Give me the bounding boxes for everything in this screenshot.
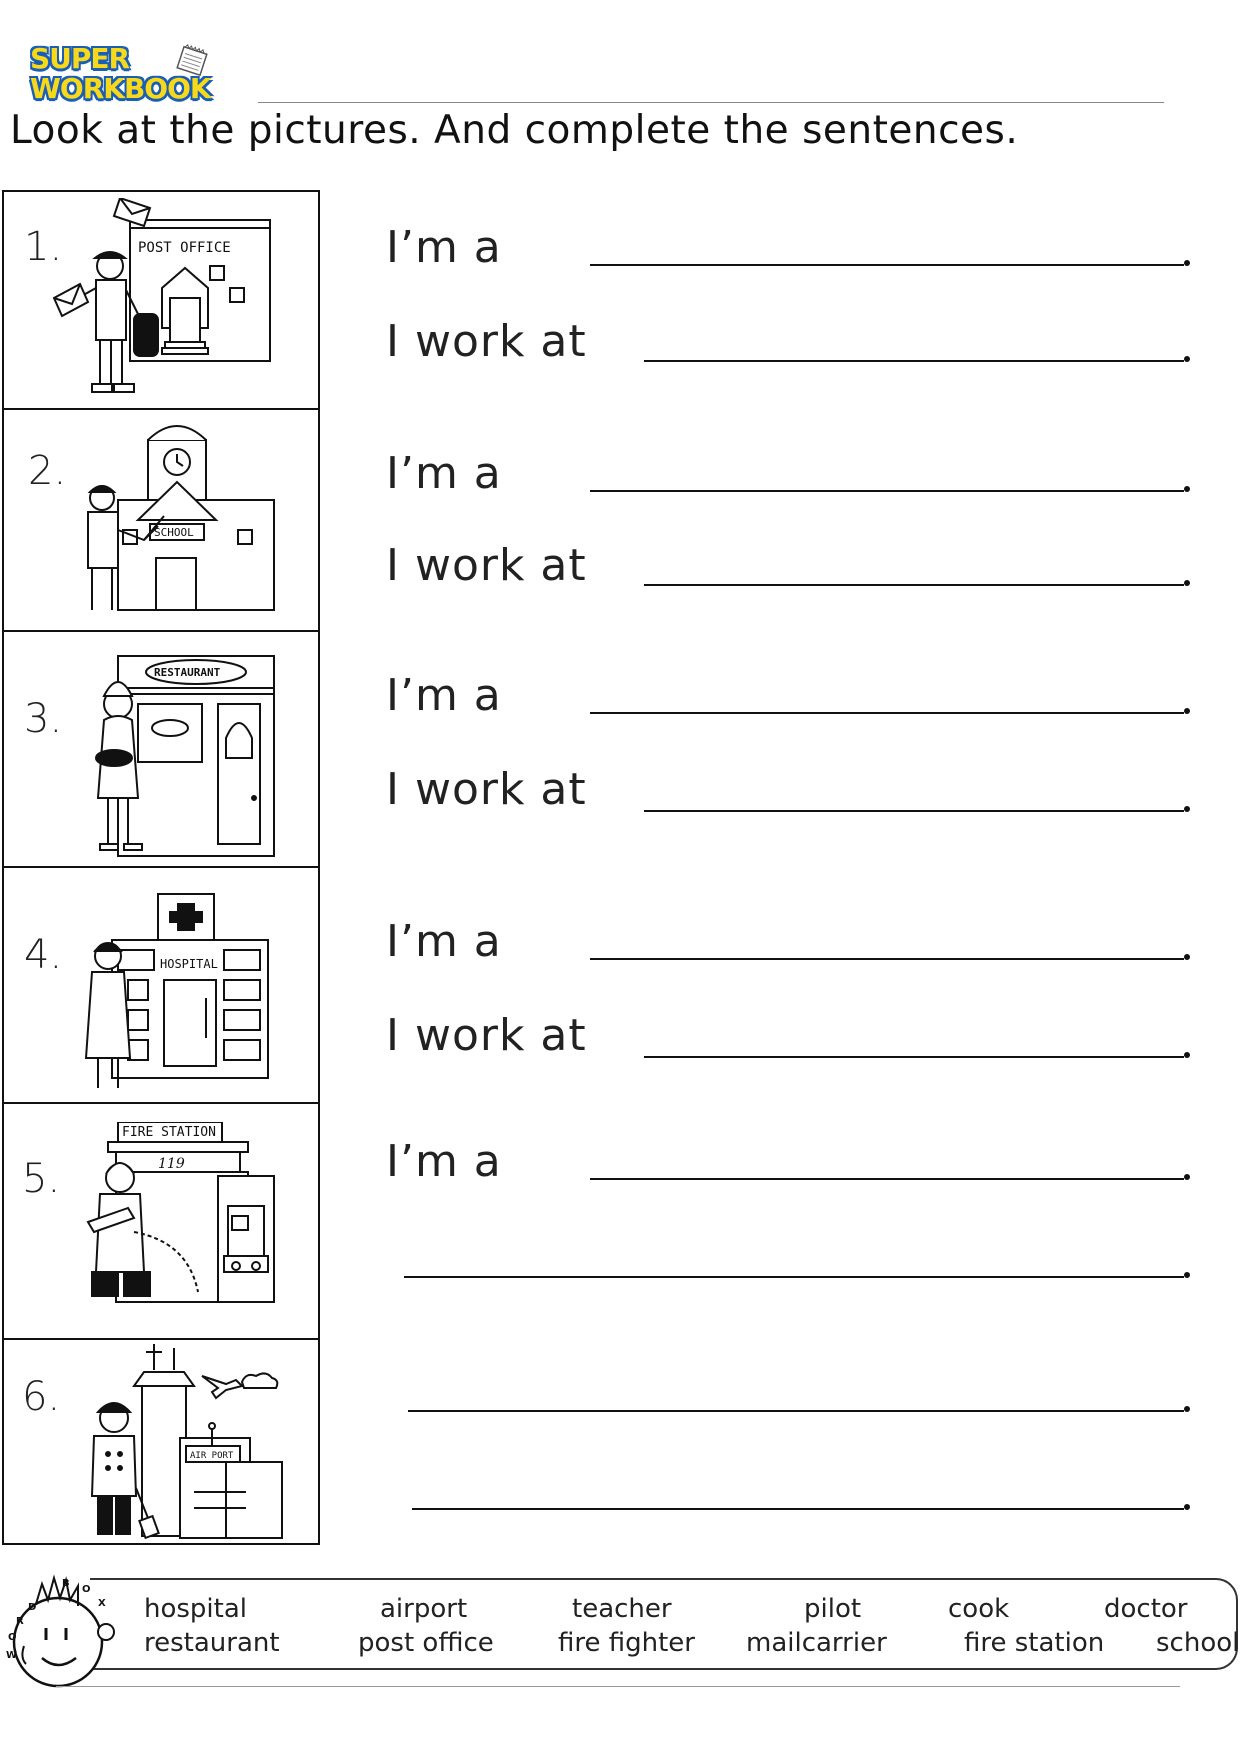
answer-blank-1b[interactable] <box>644 360 1184 362</box>
cook-restaurant-picture <box>78 648 278 860</box>
sign-text: FIRE STATION <box>122 1125 216 1140</box>
mailcarrier-post-office-picture <box>50 198 276 398</box>
teacher-school-picture <box>78 420 278 620</box>
answer-blank-2b[interactable] <box>644 584 1184 586</box>
doctor-hospital-picture <box>78 888 278 1088</box>
item-number: 3. <box>24 696 63 742</box>
answer-blank-2a[interactable] <box>590 490 1184 492</box>
answer-blank-4a[interactable] <box>590 958 1184 960</box>
sentence-im-a-4: I’m a <box>386 916 502 967</box>
answer-blank-1a[interactable] <box>590 264 1184 266</box>
svg-text:O: O <box>82 1584 91 1595</box>
answer-blank-6a[interactable] <box>408 1410 1184 1412</box>
svg-text:R: R <box>16 1616 24 1627</box>
answer-blank-6b[interactable] <box>412 1508 1184 1510</box>
sign-number: 119 <box>158 1156 185 1172</box>
period <box>1184 1052 1190 1058</box>
sentence-i-work-at-2: I work at <box>386 540 587 591</box>
word-pilot: pilot <box>804 1594 862 1624</box>
sign-text: AIR PORT <box>190 1451 234 1461</box>
word-teacher: teacher <box>572 1594 672 1624</box>
period <box>1184 1272 1190 1278</box>
svg-text:W: W <box>6 1650 18 1661</box>
item-number: 6. <box>22 1374 61 1420</box>
footer-rule <box>56 1686 1180 1687</box>
word-fire-fighter: fire fighter <box>558 1628 695 1658</box>
picture-column <box>2 190 320 1545</box>
logo-line2: WORKBOOK <box>30 72 211 105</box>
sign-text: RESTAURANT <box>154 666 221 679</box>
period <box>1184 580 1190 586</box>
picture-cell-2 <box>4 410 318 632</box>
word-box-face-icon <box>2 1568 132 1692</box>
logo <box>28 42 248 106</box>
picture-cell-3 <box>4 632 318 868</box>
sentence-im-a-2: I’m a <box>386 448 502 499</box>
logo-line1: SUPER <box>30 42 130 75</box>
item-number: 4. <box>24 932 63 978</box>
picture-cell-5 <box>4 1104 318 1340</box>
sentence-im-a-3: I’m a <box>386 670 502 721</box>
item-number: 5. <box>22 1156 61 1202</box>
word-airport: airport <box>380 1594 468 1624</box>
word-doctor: doctor <box>1104 1594 1188 1624</box>
pilot-airport-picture <box>76 1342 290 1542</box>
sign-text: SCHOOL <box>154 526 194 539</box>
item-number: 2. <box>28 448 67 494</box>
sentence-i-work-at-4: I work at <box>386 1010 587 1061</box>
period <box>1184 1406 1190 1412</box>
period <box>1184 954 1190 960</box>
svg-text:X: X <box>98 1598 106 1609</box>
sentence-i-work-at-3: I work at <box>386 764 587 815</box>
instruction-text: Look at the pictures. And complete the sentences. <box>10 108 1019 153</box>
sign-text: POST OFFICE <box>138 240 231 256</box>
sentence-im-a-5: I’m a <box>386 1136 502 1187</box>
picture-cell-1 <box>4 192 318 410</box>
period <box>1184 486 1190 492</box>
answer-blank-3b[interactable] <box>644 810 1184 812</box>
word-restaurant: restaurant <box>144 1628 280 1658</box>
word-cook: cook <box>948 1594 1010 1624</box>
period <box>1184 1174 1190 1180</box>
period <box>1184 1504 1190 1510</box>
answer-blank-5a[interactable] <box>590 1178 1184 1180</box>
header-rule <box>258 102 1164 103</box>
answer-blank-3a[interactable] <box>590 712 1184 714</box>
period <box>1184 260 1190 266</box>
notepad-icon <box>172 44 212 78</box>
word-fire-station: fire station <box>964 1628 1105 1658</box>
sentence-im-a-1: I’m a <box>386 222 502 273</box>
word-school: school <box>1156 1628 1240 1658</box>
word-hospital: hospital <box>144 1594 248 1624</box>
period <box>1184 708 1190 714</box>
svg-text:B: B <box>62 1578 70 1589</box>
answer-blank-4b[interactable] <box>644 1056 1184 1058</box>
fire-fighter-fire-station-picture <box>78 1122 286 1322</box>
answer-blank-5b[interactable] <box>404 1276 1184 1278</box>
word-mailcarrier: mailcarrier <box>746 1628 887 1658</box>
word-post-office: post office <box>358 1628 494 1658</box>
sign-text: HOSPITAL <box>160 957 218 971</box>
item-number: 1. <box>24 224 63 270</box>
svg-text:O: O <box>8 1632 17 1643</box>
period <box>1184 806 1190 812</box>
picture-cell-4 <box>4 868 318 1104</box>
svg-text:D: D <box>28 1602 37 1613</box>
picture-cell-6 <box>4 1340 318 1543</box>
sentence-i-work-at-1: I work at <box>386 316 587 367</box>
period <box>1184 356 1190 362</box>
